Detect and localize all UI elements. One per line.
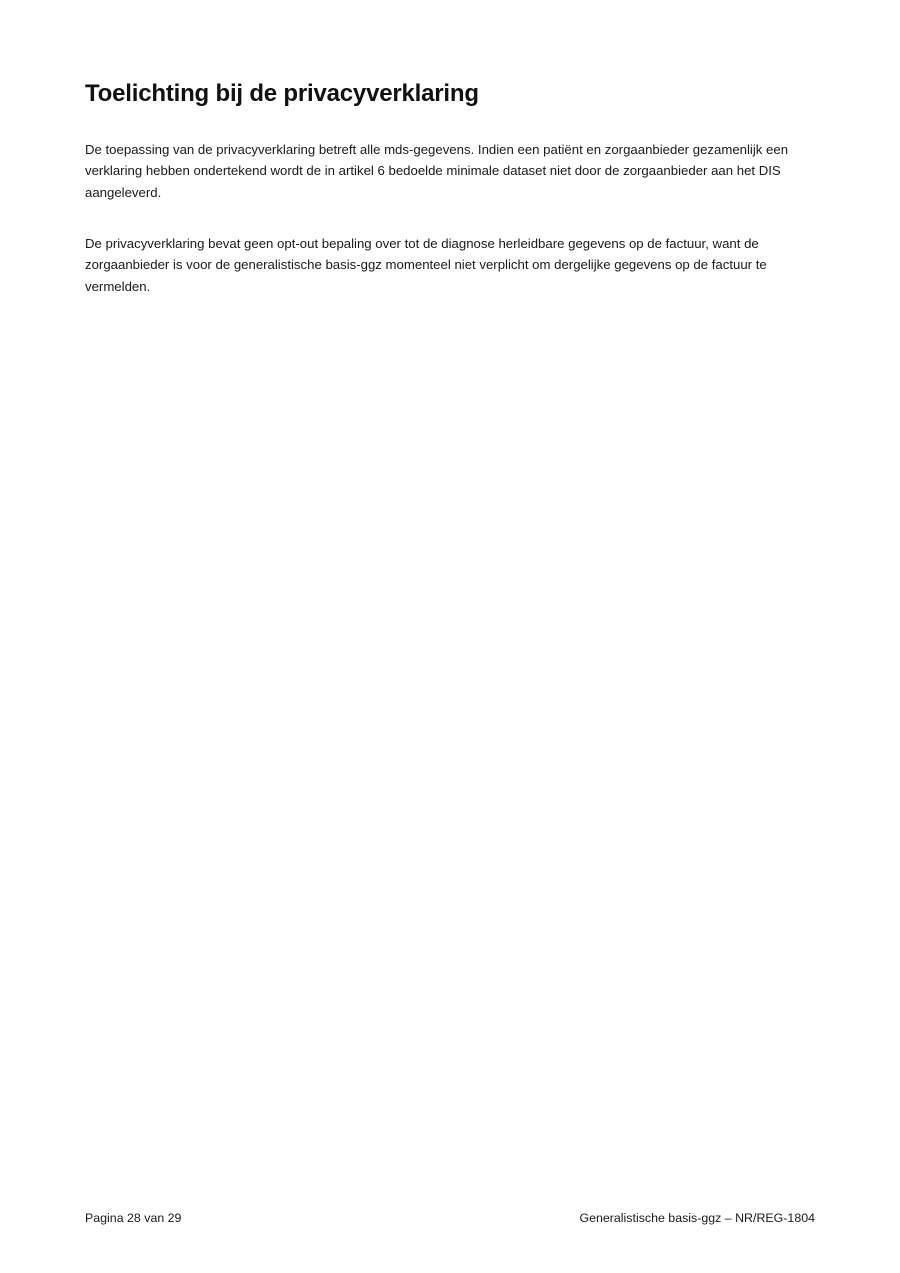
footer-page-number: Pagina 28 van 29 (85, 1211, 182, 1225)
page-title: Toelichting bij de privacyverklaring (85, 80, 479, 107)
paragraph-privacyverklaring-toepassing: De toepassing van de privacyverklaring betreft alle mds-gegevens. Indien een patiënt en zorgaanbieder gezamenlijk een verklaring hebben ondertekend wordt de in artikel 6 bedoelde minimale dataset niet door de zorgaanbieder aan het DIS aangeleverd. (85, 141, 789, 200)
footer-document-reference: Generalistische basis-ggz – NR/REG-1804 (579, 1211, 815, 1225)
document-body (85, 80, 815, 297)
page-footer (85, 1211, 815, 1225)
paragraph-privacyverklaring-optout: De privacyverklaring bevat geen opt-out bepaling over tot de diagnose herleidbare gegevens op de factuur, want de zorgaanbieder is voor de generalistische basis-ggz momenteel niet verplicht om dergelijke gegevens op de factuur te vermelden. (85, 235, 767, 294)
